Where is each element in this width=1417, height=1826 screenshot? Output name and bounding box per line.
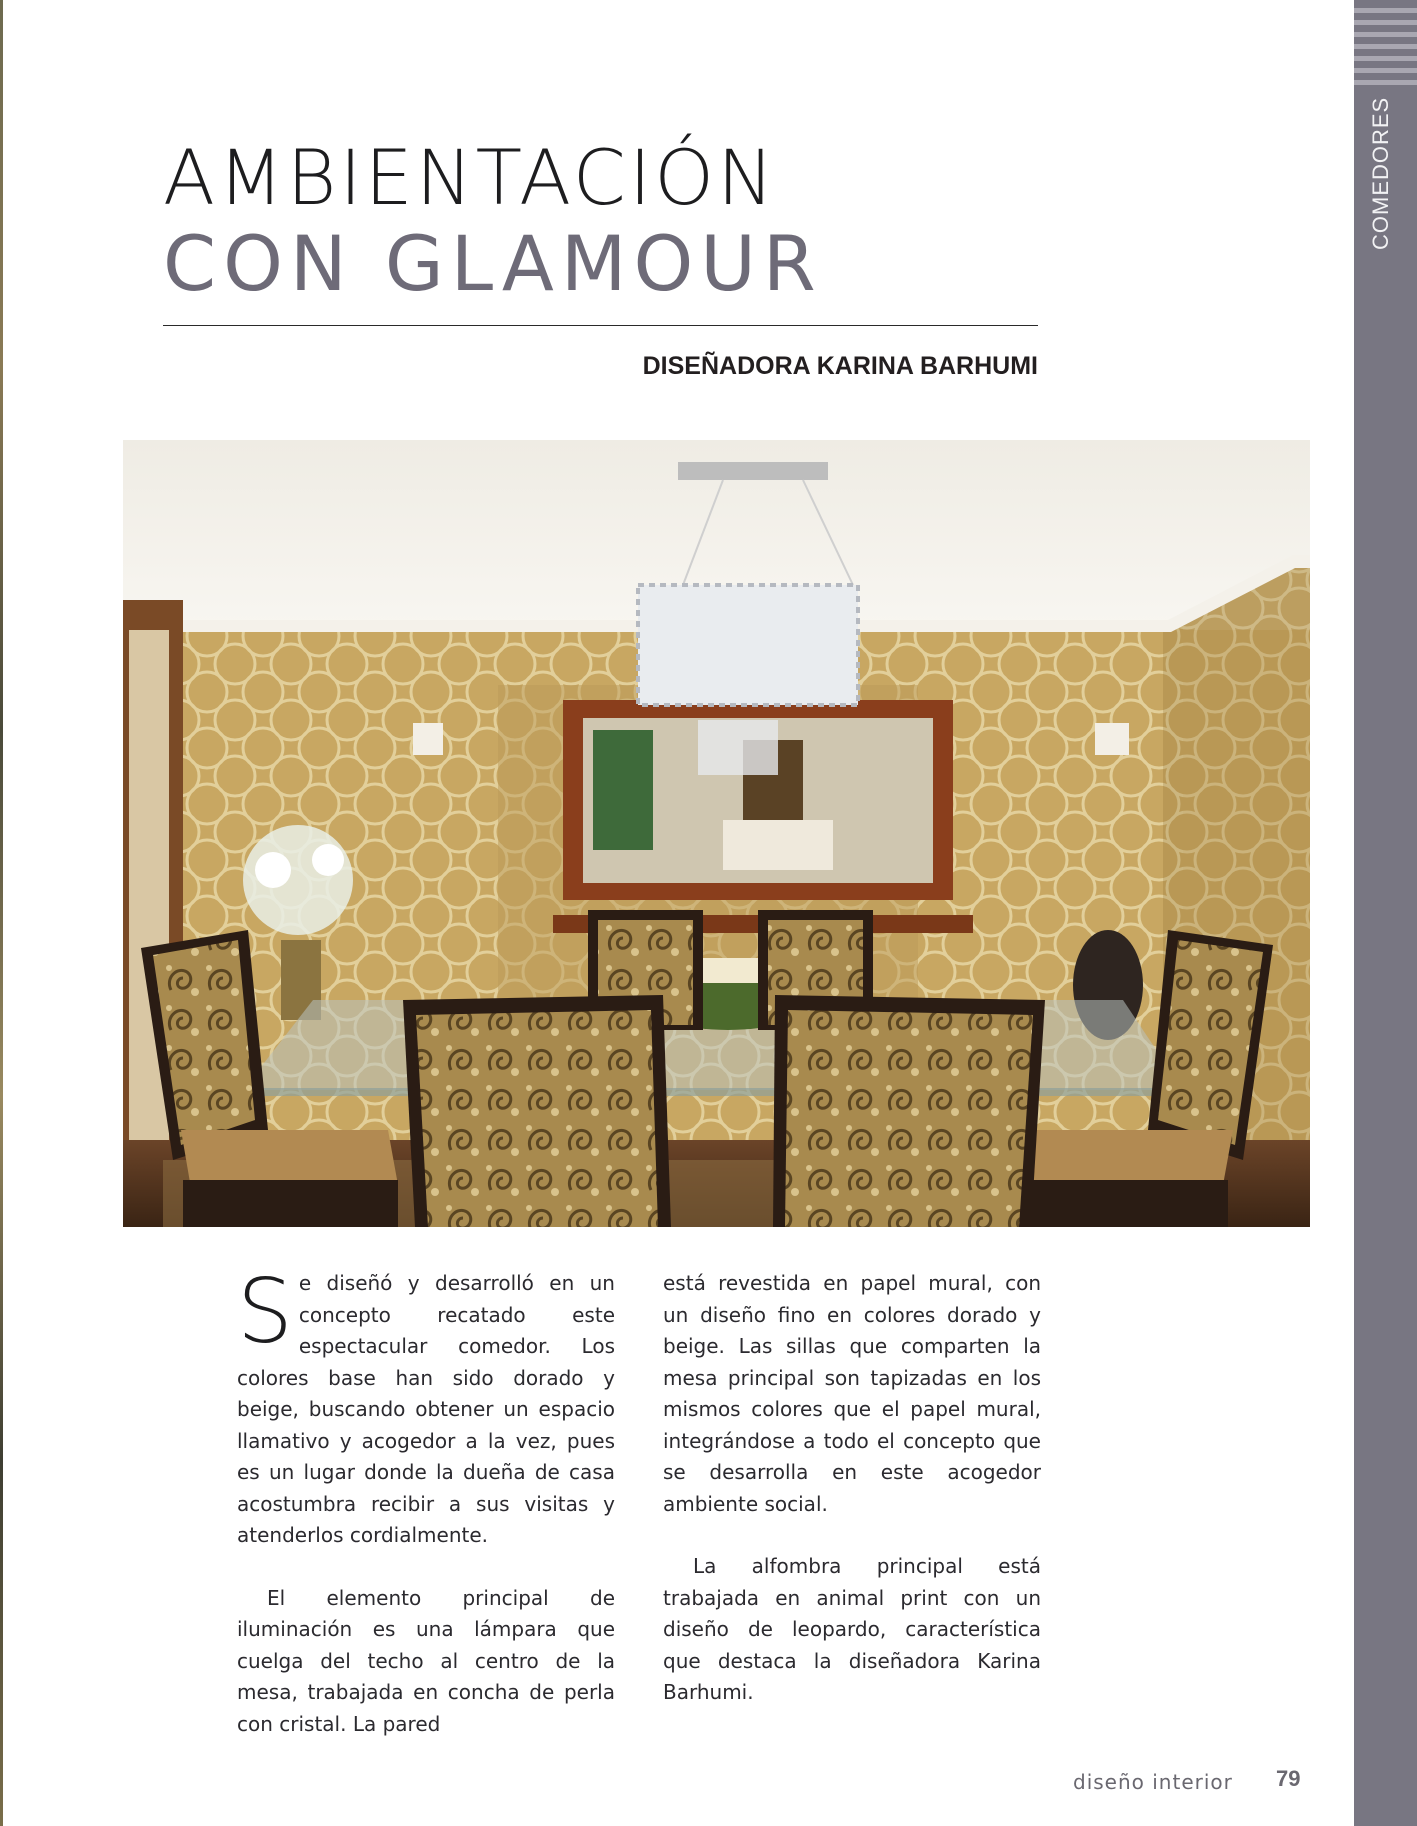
paragraph-4: La alfombra principal está trabajada en animal print con un diseño de leopardo, característica que destaca la diseñadora Karina Barhumi. <box>663 1554 1041 1704</box>
body-column-2 <box>663 1268 1041 1709</box>
binding-edge <box>0 0 3 1826</box>
dining-room-photo <box>123 440 1310 1227</box>
body-column-1 <box>237 1260 615 1740</box>
headline-line-1: AMBIENTACIÓN <box>163 133 777 222</box>
magazine-name: diseño interior <box>1073 1770 1233 1794</box>
section-label <box>1366 96 1406 250</box>
section-label-text: COMEDORES <box>1368 96 1393 250</box>
section-sidebar <box>1354 0 1417 1826</box>
drop-cap: S <box>237 1260 293 1363</box>
paragraph-2: El elemento principal de iluminación es una lámpara que cuelga del techo al centro de la mesa, trabajada en concha de perla con cristal. La pared <box>237 1585 615 1736</box>
paragraph-3: está revestida en papel mural, con un diseño fino en colores dorado y beige. Las sillas que comparten la mesa principal son tapizadas en los mismos colores que el papel mural, integrándose a todo el concepto que se desarrolla en este acogedor ambiente social. <box>663 1271 1041 1516</box>
page-number: 79 <box>1276 1766 1301 1791</box>
sidebar-stripes <box>1354 0 1417 92</box>
paragraph-1-text: e diseñó y desarrolló en un concepto recatado este espectacular comedor. Los colores base han sido dorado y beige, buscando obtener un espacio llamativo y acogedor a la vez, pues es un lugar donde la dueña de casa acostumbra recibir a sus visitas y atenderlos cordialmente. <box>237 1271 615 1547</box>
byline: DISEÑADORA KARINA BARHUMI <box>642 352 1038 380</box>
headline-rule <box>163 325 1038 326</box>
headline-line-2: CON GLAMOUR <box>163 219 823 308</box>
paragraph-1 <box>237 1260 615 1552</box>
